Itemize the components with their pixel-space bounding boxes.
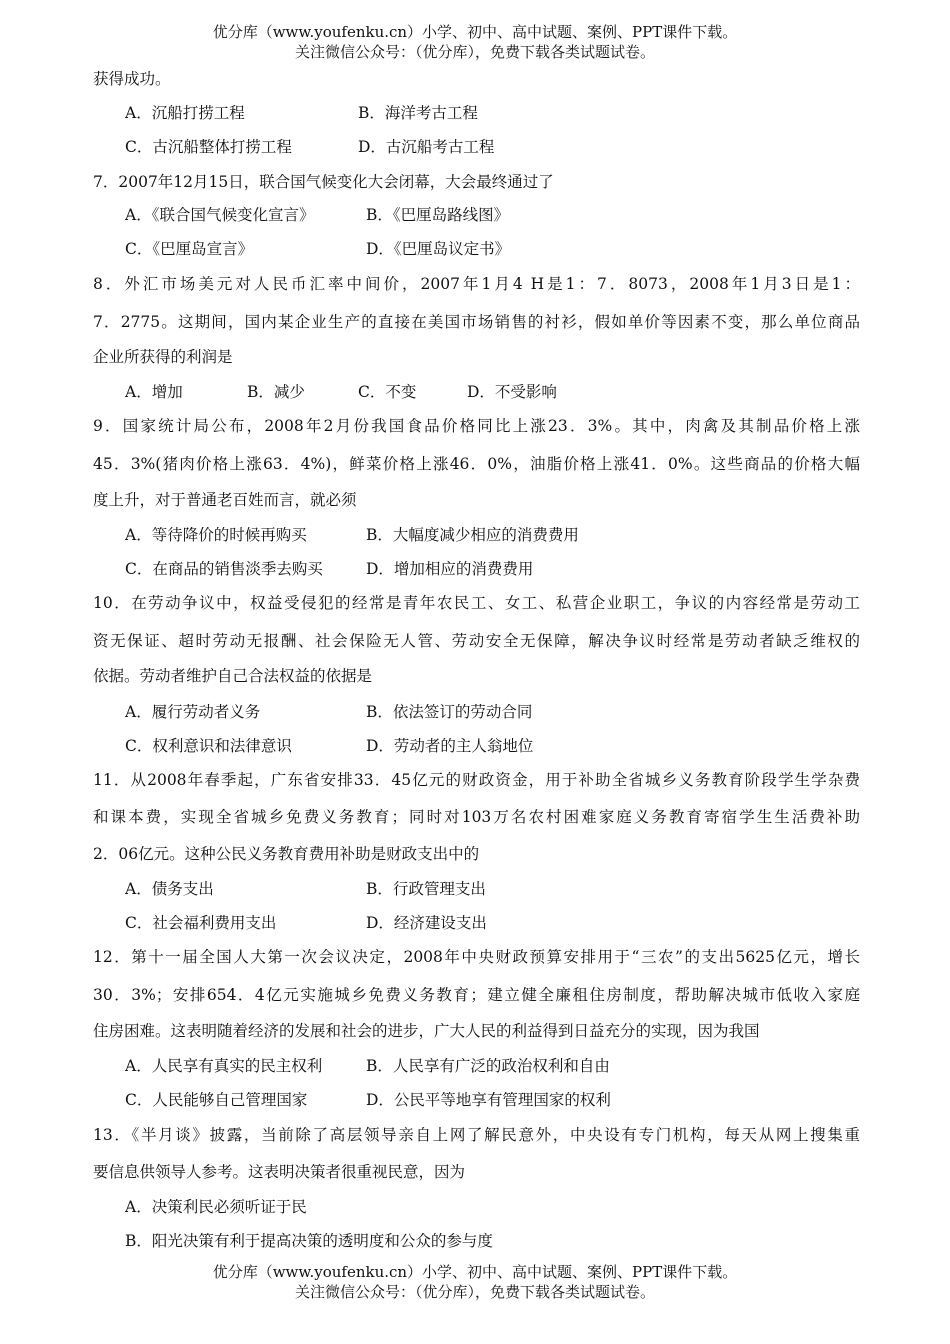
q6-tail: 获得成功。 — [93, 70, 171, 88]
q9-option-a: A．等待降价的时候再购买 — [125, 526, 307, 544]
q8-stem-line-1: 8．外汇市场美元对人民币汇率中间价，2007年1月4 H是1：7．8073，2008年1月3日是1： — [93, 275, 860, 293]
q11-option-b: B．行政管理支出 — [366, 880, 486, 898]
q13-option-b: B．阳光决策有利于提高决策的透明度和公众的参与度 — [125, 1232, 493, 1250]
q13-stem-line-2: 要信息供领导人参考。这表明决策者很重视民意，因为 — [93, 1163, 466, 1181]
q8-option-b: B．减少 — [247, 383, 305, 401]
q9-option-c: C．在商品的销售淡季去购买 — [125, 560, 323, 578]
q7-option-d: D．《巴厘岛议定书》 — [366, 240, 511, 258]
q10-option-c: C．权利意识和法律意识 — [125, 737, 292, 755]
q6-option-b: B．海洋考古工程 — [358, 104, 478, 122]
q6-option-c: C．古沉船整体打捞工程 — [125, 138, 292, 156]
q8-stem-line-3: 企业所获得的利润是 — [93, 348, 233, 366]
q11-stem-line-3: 2．06亿元。这种公民义务教育费用补助是财政支出中的 — [93, 845, 480, 863]
header-line-1: 优分库（www.youfenku.cn）小学、初中、高中试题、案例、PPT课件下载。 — [212, 23, 738, 41]
q12-option-d: D．公民平等地享有管理国家的权利 — [366, 1091, 611, 1109]
footer-line-2: 关注微信公众号：（优分库），免费下载各类试题试卷。 — [294, 1283, 655, 1301]
q6-option-d: D．古沉船考古工程 — [358, 138, 495, 156]
q11-stem-line-1: 11．从2008年春季起，广东省安排33．45亿元的财政资金，用于补助全省城乡义务教育阶段学生学杂费 — [93, 771, 860, 789]
q12-option-b: B．人民享有广泛的政治权利和自由 — [366, 1057, 610, 1075]
q9-option-b: B．大幅度减少相应的消费费用 — [366, 526, 579, 544]
q9-stem-line-1: 9．国家统计局公布，2008年2月份我国食品价格同比上涨23．3%。其中，肉禽及其制品价格上涨 — [93, 417, 860, 435]
q7-option-a: A．《联合国气候变化宣言》 — [125, 206, 315, 224]
q11-option-c: C．社会福利费用支出 — [125, 914, 277, 932]
q13-option-a: A．决策利民必须听证于民 — [125, 1198, 307, 1216]
q8-option-c: C．不变 — [358, 383, 417, 401]
page-header — [0, 22, 950, 62]
q10-option-a: A．履行劳动者义务 — [125, 703, 261, 721]
q11-option-d: D．经济建设支出 — [366, 914, 487, 932]
q12-stem-line-1: 12．第十一届全国人大第一次会议决定，2008年中央财政预算安排用于“三农”的支出5625亿元，增长 — [93, 948, 860, 966]
q8-option-d: D．不受影响 — [467, 383, 557, 401]
q12-stem-line-3: 住房困难。这表明随着经济的发展和社会的进步，广大人民的利益得到日益充分的实现，因为我国 — [93, 1022, 760, 1040]
q9-stem-line-3: 度上升，对于普通老百姓而言，就必须 — [93, 491, 357, 509]
q9-option-d: D．增加相应的消费费用 — [366, 560, 534, 578]
footer-line-1: 优分库（www.youfenku.cn）小学、初中、高中试题、案例、PPT课件下载。 — [212, 1263, 738, 1281]
q6-option-a: A．沉船打捞工程 — [125, 104, 245, 122]
q12-option-c: C．人民能够自己管理国家 — [125, 1091, 308, 1109]
header-line-2: 关注微信公众号：（优分库），免费下载各类试题试卷。 — [294, 43, 655, 61]
q12-stem-line-2: 30．3%；安排654．4亿元实施城乡免费义务教育；建立健全廉租住房制度，帮助解决城市低收入家庭 — [93, 986, 860, 1004]
q10-option-d: D．劳动者的主人翁地位 — [366, 737, 534, 755]
q10-stem-line-1: 10．在劳动争议中，权益受侵犯的经常是青年农民工、女工、私营企业职工，争议的内容经常是劳动工 — [93, 594, 860, 612]
q7-option-c: C．《巴厘岛宣言》 — [125, 240, 254, 258]
q10-stem-line-3: 依据。劳动者维护自己合法权益的依据是 — [93, 667, 373, 685]
q11-stem-line-2: 和课本费，实现全省城乡免费义务教育；同时对103万名农村困难家庭义务教育寄宿学生生活费补助 — [93, 808, 860, 826]
page-footer — [0, 1262, 950, 1302]
q8-option-a: A．增加 — [125, 383, 183, 401]
q12-option-a: A．人民享有真实的民主权利 — [125, 1057, 323, 1075]
q11-option-a: A．债务支出 — [125, 880, 214, 898]
q7-option-b: B．《巴厘岛路线图》 — [366, 206, 510, 224]
q7-stem: 7．2007年12月15日，联合国气候变化大会闭幕，大会最终通过了 — [93, 173, 554, 191]
q10-option-b: B．依法签订的劳动合同 — [366, 703, 533, 721]
q8-stem-line-2: 7．2775。这期间，国内某企业生产的直接在美国市场销售的衬衫，假如单价等因素不变，那么单位商品 — [93, 313, 860, 331]
q13-stem-line-1: 13．《半月谈》披露，当前除了高层领导亲自上网了解民意外，中央设有专门机构，每天从网上搜集重 — [93, 1126, 860, 1144]
q10-stem-line-2: 资无保证、超时劳动无报酬、社会保险无人管、劳动安全无保障，解决争议时经常是劳动者缺乏维权的 — [93, 632, 860, 650]
q9-stem-line-2: 45．3%(猪肉价格上涨63．4%)，鲜菜价格上涨46．0%，油脂价格上涨41．0%。这些商品的价格大幅 — [93, 455, 860, 473]
